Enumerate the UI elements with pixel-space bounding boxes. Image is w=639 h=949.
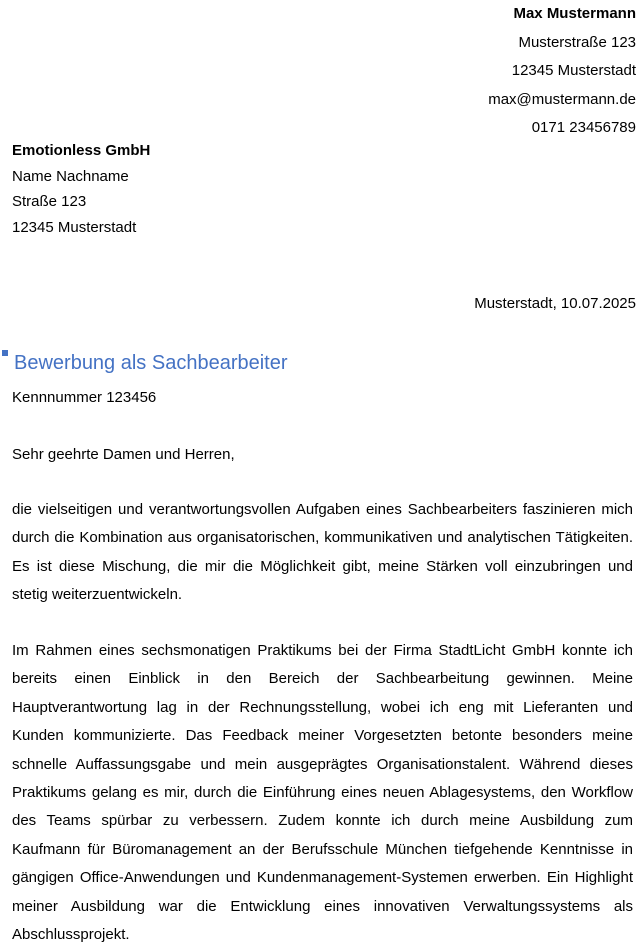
sender-street: Musterstraße 123 xyxy=(518,33,636,51)
salutation: Sehr geehrte Damen und Herren, xyxy=(12,446,235,463)
recipient-city: 12345 Musterstadt xyxy=(12,218,137,236)
heading-marker-icon xyxy=(2,350,8,356)
recipient-street: Straße 123 xyxy=(12,193,87,210)
sender-email: max@mustermann.de xyxy=(488,90,636,108)
sender-phone: 0171 23456789 xyxy=(531,119,636,136)
subject-heading: Bewerbung als Sachbearbeiter xyxy=(14,352,288,374)
sender-city: 12345 Musterstadt xyxy=(511,62,636,79)
body-paragraph-2: Im Rahmen eines sechsmonatigen Praktikums bei der Firma StadtLicht GmbH konnte ich bereits einen Einblick in den Bereich der Sachbearbeitung gewinnen. Meine Hauptverantwortung lag in der Rechnungsstellung, wobei ich eng mit Lieferanten und Kunden kommunizierte. Das Feedback meiner Vorgesetzten betonte besonders meine schnelle Auffassungsgabe und mein ausgeprägtes Organisationstalent. Während dieses Praktikums gelang es mir, durch die Einführung eines neuen Ablagesystems, den Workflow des Teams spürbar zu verbessern. Zudem konnte ich durch meine Ausbildung zum Kaufmann für Büromanagement an der Berufsschule München tiefgehende Kenntnisse in gängigen Office-Anwendungen und Kundenmanagement-Systemen erwerben. Ein Highlight meiner Ausbildung war die Entwicklung eines innovativen Verwaltungssystems als Abschlussprojekt. xyxy=(12,642,633,944)
recipient-contact: Name Nachname xyxy=(12,167,129,185)
date-line: Musterstadt, 10.07.2025 xyxy=(474,295,636,312)
recipient-company: Emotionless GmbH xyxy=(12,142,151,159)
reference-number: Kennnummer 123456 xyxy=(12,389,157,406)
sender-block xyxy=(488,0,636,143)
body-paragraph-1: die vielseitigen und verantwortungsvollen Aufgaben eines Sachbearbeiters faszinieren mich durch die Kombination aus organisatorischen, kommunikativen und analytischen Tätigkeiten. Es ist diese Mischung, die mir die Möglichkeit gibt, meine Stärken voll einzubringen und stetig weiterzuentwickeln. xyxy=(12,501,633,604)
sender-name: Max Mustermann xyxy=(513,5,636,22)
recipient-block xyxy=(12,138,150,240)
